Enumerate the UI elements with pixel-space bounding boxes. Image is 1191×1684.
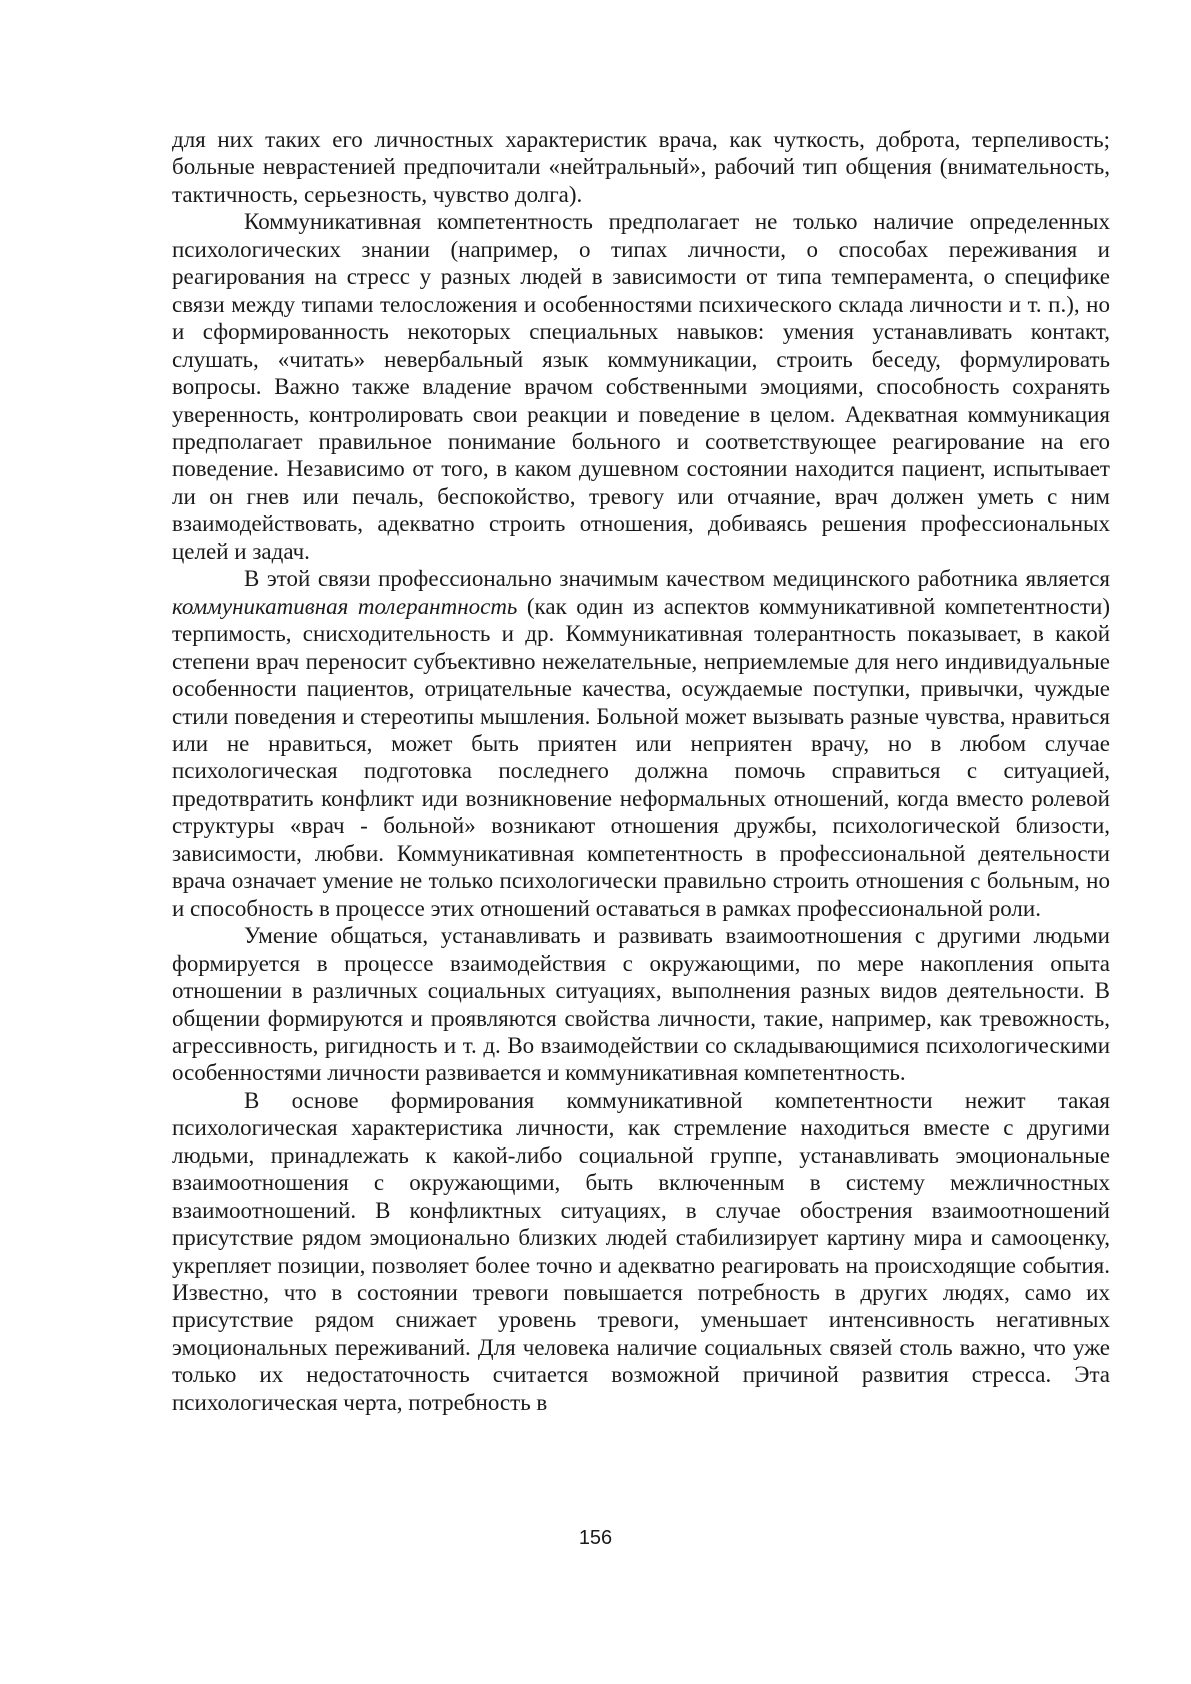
paragraph-text-after: (как один из аспектов коммуникативной компетентности) терпимость, снисходительность и др. Коммуникативная толерантность показывает, в какой степени врач переносит субъективно нежелательные, неприемлемые для него индивидуальные особенности пациентов, отрицательные качества, осуждаемые поступки, привычки, чуждые стили поведения и стереотипы мышления. Больной может вызывать разные чувства, нравиться или не нравиться, может быть приятен или неприятен врачу, но в любом случае психологическая подготовка последнего должна помочь справиться с ситуацией, предотвратить конфликт иди возникновение неформальных отношений, когда вместо ролевой структуры «врач - больной» возникают отношения дружбы, психологической близости, зависимости, любви. Коммуникативная компетентность в профессиональной деятельности врача означает умение не только психологически правильно строить отношения с больным, но и способность в процессе этих отношений оставаться в рамках профессиональной роли. bbox=[172, 593, 1110, 921]
paragraph-text-before: В этой связи профессионально значимым качеством медицинского работника является bbox=[244, 566, 1110, 592]
paragraph-basis-of-competence: В основе формирования коммуникативной компетентности нежит такая психологическая характеристика личности, как стремление находиться вместе с другими людьми, принадлежать к какой-либо социальной группе, устанавливать эмоциональные взаимоотношения с окружающими, быть включенным в систему межличностных взаимоотношений. В конфликтных ситуациях, в случае обострения взаимоотношений присутствие рядом эмоционально близких людей стабилизирует картину мира и самооценку, укрепляет позиции, позволяет более точно и адекватно реагировать на происходящие события. Известно, что в состоянии тревоги повышается потребность в других людях, само их присутствие рядом снижает уровень тревоги, уменьшает интенсивность негативных эмоциональных переживаний. Для человека наличие социальных связей столь важно, что уже только их недостаточность считается возможной причиной развития стресса. Эта психологическая черта, потребность в bbox=[172, 1087, 1110, 1415]
page-number: 156 bbox=[578, 1527, 613, 1549]
paragraph-continuation: для них таких его личностных характеристик врача, как чуткость, доброта, терпеливость; больные неврастенией предпочитали «нейтральный», рабочий тип общения (внимательность, тактичность, серьезность, чувство долга). bbox=[172, 127, 1110, 207]
paragraph-communicative-competence: Коммуникативная компетентность предполагает не только наличие определенных психологических знании (например, о типах личности, о способах переживания и реагирования на стресс у разных людей в зависимости от типа темперамента, о специфике связи между типами телосложения и особенностями психического склада личности и т. п.), но и сформированность некоторых специальных навыков: умения устанавливать контакт, слушать, «читать» невербальный язык коммуникации, строить беседу, формулировать вопросы. Важно также владение врачом собственными эмоциями, способность сохранять уверенность, контролировать свои реакции и поведение в целом. Адекватная коммуникация предполагает правильное понимание больного и соответствующее реагирование на его поведение. Независимо от того, в каком душевном состоянии находится пациент, испытывает ли он гнев или печаль, беспокойство, тревогу или отчаяние, врач должен уметь с ним взаимодействовать, адекватно строить отношения, добиваясь решения профессиональных целей и задач. bbox=[172, 209, 1110, 564]
emphasized-term: коммуникативная толерантность bbox=[172, 593, 518, 619]
paragraph-communication-skills: Умение общаться, устанавливать и развивать взаимоотношения с другими людьми формируется в процессе взаимодействия с окружающими, по мере накопления опыта отношении в различных социальных ситуациях, выполнения разных видов деятельности. В общении формируются и проявляются свойства личности, такие, например, как тревожность, агрессивность, ригидность и т. д. Во взаимодействии со складывающимися психологическими особенностями личности развивается и коммуникативная компетентность. bbox=[172, 923, 1110, 1086]
paragraph-communicative-tolerance bbox=[172, 565, 1110, 922]
body-text bbox=[172, 126, 1110, 1416]
